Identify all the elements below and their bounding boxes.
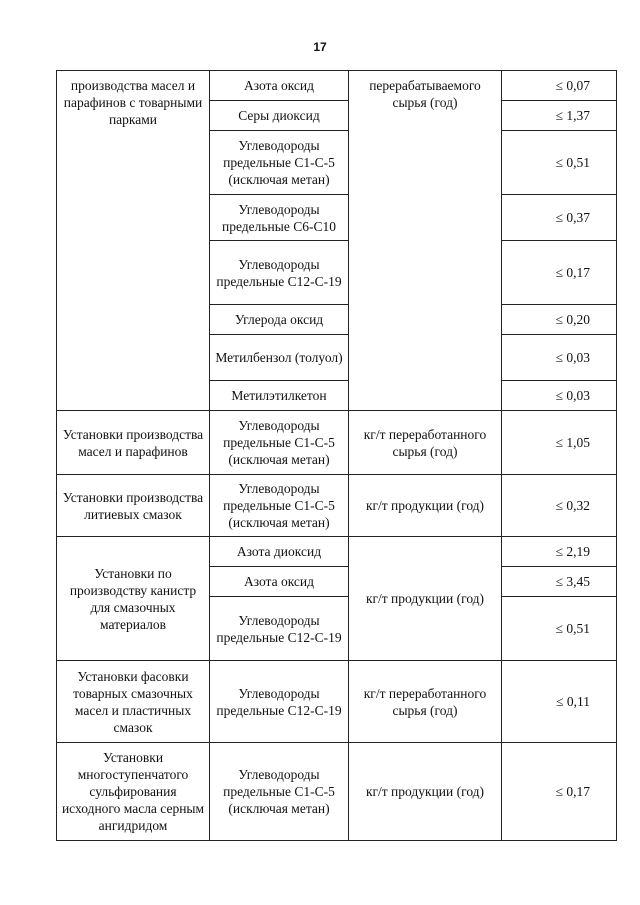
source-cell: производства масел и парафинов с товарными парками (57, 71, 210, 411)
substance-cell: Азота оксид (210, 71, 349, 101)
unit-cell: кг/т переработанного сырья (год) (349, 411, 502, 475)
substance-cell: Азота оксид (210, 567, 349, 597)
substance-cell: Углеводороды предельные С12-С-19 (210, 597, 349, 661)
substance-cell: Углеводороды предельные С12-С-19 (210, 241, 349, 305)
substance-cell: Углеводороды предельные С1-С-5 (исключая метан) (210, 475, 349, 537)
substance-cell: Углеводороды предельные С1-С-5 (исключая метан) (210, 743, 349, 841)
table-row (57, 475, 617, 537)
table-row (57, 411, 617, 475)
table-row (57, 743, 617, 841)
value-cell: ≤ 0,17 (502, 743, 617, 841)
value-cell: ≤ 0,17 (502, 241, 617, 305)
table-row (57, 537, 617, 567)
value-cell: ≤ 0,03 (502, 381, 617, 411)
substance-cell: Углеводороды предельные С6-С10 (210, 195, 349, 241)
value-cell: ≤ 0,07 (502, 71, 617, 101)
value-cell: ≤ 1,05 (502, 411, 617, 475)
source-cell: Установки фасовки товарных смазочных масел и пластичных смазок (57, 661, 210, 743)
substance-cell: Серы диоксид (210, 101, 349, 131)
source-cell: Установки по производству канистр для смазочных материалов (57, 537, 210, 661)
value-cell: ≤ 2,19 (502, 537, 617, 567)
source-cell: Установки производства масел и парафинов (57, 411, 210, 475)
unit-cell: перерабатываемого сырья (год) (349, 71, 502, 411)
value-cell: ≤ 3,45 (502, 567, 617, 597)
value-cell: ≤ 0,51 (502, 597, 617, 661)
substance-cell: Углеводороды предельные С12-С-19 (210, 661, 349, 743)
emissions-table (56, 70, 617, 841)
substance-cell: Углерода оксид (210, 305, 349, 335)
value-cell: ≤ 0,11 (502, 661, 617, 743)
unit-cell: кг/т продукции (год) (349, 475, 502, 537)
value-cell: ≤ 0,20 (502, 305, 617, 335)
substance-cell: Метилбензол (толуол) (210, 335, 349, 381)
unit-cell: кг/т продукции (год) (349, 743, 502, 841)
substance-cell: Азота диоксид (210, 537, 349, 567)
page-number: 17 (313, 40, 327, 54)
value-cell: ≤ 1,37 (502, 101, 617, 131)
value-cell: ≤ 0,32 (502, 475, 617, 537)
substance-cell: Углеводороды предельные С1-С-5 (исключая метан) (210, 411, 349, 475)
substance-cell: Углеводороды предельные С1-С-5 (исключая метан) (210, 131, 349, 195)
table-row (57, 661, 617, 743)
table-row (57, 71, 617, 101)
source-cell: Установки производства литиевых смазок (57, 475, 210, 537)
source-cell: Установки многоступенчатого сульфирования исходного масла серным ангидридом (57, 743, 210, 841)
unit-cell: кг/т переработанного сырья (год) (349, 661, 502, 743)
substance-cell: Метилэтилкетон (210, 381, 349, 411)
value-cell: ≤ 0,37 (502, 195, 617, 241)
value-cell: ≤ 0,03 (502, 335, 617, 381)
value-cell: ≤ 0,51 (502, 131, 617, 195)
unit-cell: кг/т продукции (год) (349, 537, 502, 661)
